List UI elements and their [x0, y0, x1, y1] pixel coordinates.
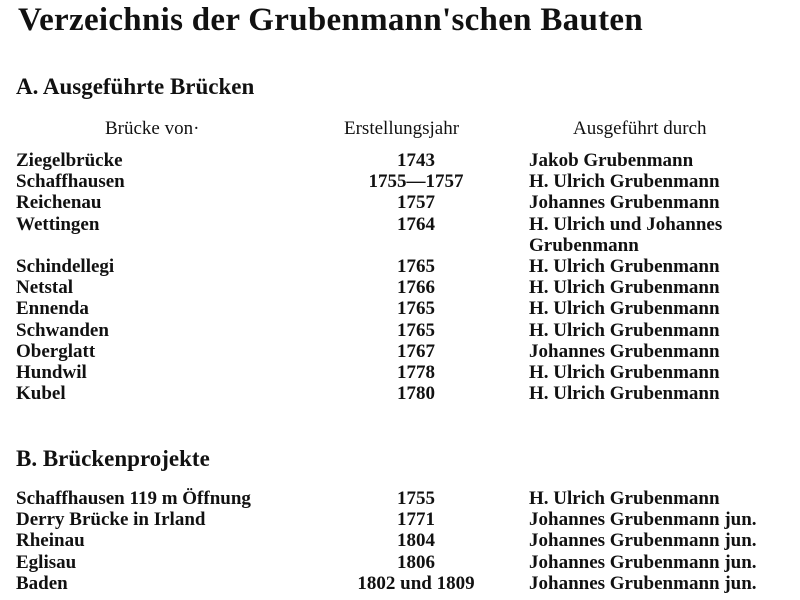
builder-name: Johannes Grubenmann: [529, 340, 720, 362]
builder-name: Johannes Grubenmann jun.: [529, 572, 757, 594]
bridge-name: Oberglatt: [16, 340, 96, 362]
page-title: Verzeichnis der Grubenmann'schen Bauten: [18, 2, 644, 38]
construction-year: 1765: [397, 298, 435, 320]
column-header-year: Erstellungsjahr: [344, 118, 460, 139]
table-row: [16, 362, 786, 383]
builder-name: Johannes Grubenmann jun.: [529, 530, 757, 552]
bridge-name: Reichenau: [16, 192, 102, 214]
builder-name: H. Ulrich Grubenmann: [529, 361, 720, 383]
table-row: [16, 277, 786, 298]
builder-name: H. Ulrich Grubenmann: [529, 255, 720, 277]
table-row: [16, 341, 786, 362]
bridge-name: Eglisau: [16, 551, 77, 573]
construction-year: 1767: [397, 340, 435, 362]
table-row: [16, 214, 786, 256]
table-row: [16, 383, 786, 404]
table-row: [16, 573, 786, 594]
table-row: [16, 171, 786, 192]
table-row: [16, 150, 786, 171]
builder-name: H. Ulrich Grubenmann: [529, 488, 720, 509]
construction-year: 1771: [397, 509, 435, 531]
column-header-bridge: Brücke von·: [105, 118, 200, 139]
section-heading-bridge-projects: B. Brückenprojekte: [16, 446, 210, 471]
construction-year: 1806: [397, 551, 435, 573]
table-row: [16, 192, 786, 213]
bridge-name: Derry Brücke in Irland: [16, 509, 206, 531]
bridge-name: Schaffhausen: [16, 171, 125, 193]
bridge-name: Kubel: [16, 383, 66, 405]
bridge-name: Rheinau: [16, 530, 85, 552]
construction-year: 1757: [397, 192, 435, 214]
bridge-name: Schindellegi: [16, 255, 115, 277]
construction-year: 1778: [397, 361, 435, 383]
construction-year: 1764: [397, 213, 435, 235]
bridge-name: Netstal: [16, 277, 73, 299]
table-row: [16, 530, 786, 551]
table-row: [16, 552, 786, 573]
construction-year: 1765: [397, 255, 435, 277]
builder-name: Johannes Grubenmann jun.: [529, 509, 757, 531]
table-row: [16, 320, 786, 341]
section-heading-built-bridges: A. Ausgeführte Brücken: [16, 74, 255, 99]
table-row: [16, 488, 786, 509]
construction-year: 1804: [397, 530, 435, 552]
builder-name: H. Ulrich und Johannes Grubenmann: [529, 213, 723, 256]
builder-name: H. Ulrich Grubenmann: [529, 171, 720, 193]
construction-year: 1755—1757: [368, 171, 464, 193]
construction-year: 1743: [397, 150, 435, 171]
bridge-name: Ennenda: [16, 298, 89, 320]
construction-year: 1755: [397, 488, 435, 509]
bridge-name: Schaffhausen 119 m Öffnung: [16, 488, 251, 509]
builder-name: H. Ulrich Grubenmann: [529, 277, 720, 299]
builder-name: H. Ulrich Grubenmann: [529, 319, 720, 341]
table-row: [16, 509, 786, 530]
column-header-builder: Ausgeführt durch: [573, 118, 707, 139]
builder-name: Johannes Grubenmann: [529, 192, 720, 214]
construction-year: 1765: [397, 319, 435, 341]
builder-name: H. Ulrich Grubenmann: [529, 383, 720, 405]
builder-name: Johannes Grubenmann jun.: [529, 551, 757, 573]
bridge-name: Baden: [16, 572, 68, 594]
bridge-name: Hundwil: [16, 361, 87, 383]
builder-name: H. Ulrich Grubenmann: [529, 298, 720, 320]
bridge-name: Ziegelbrücke: [16, 150, 123, 171]
construction-year: 1780: [397, 383, 435, 405]
bridge-projects-table: [16, 488, 786, 594]
bridge-name: Schwanden: [16, 319, 109, 341]
builder-name: Jakob Grubenmann: [529, 150, 694, 171]
bridge-name: Wettingen: [16, 213, 100, 235]
construction-year: 1802 und 1809: [357, 572, 475, 594]
built-bridges-table: [16, 150, 786, 404]
construction-year: 1766: [397, 277, 435, 299]
table-row: [16, 256, 786, 277]
table-row: [16, 298, 786, 319]
